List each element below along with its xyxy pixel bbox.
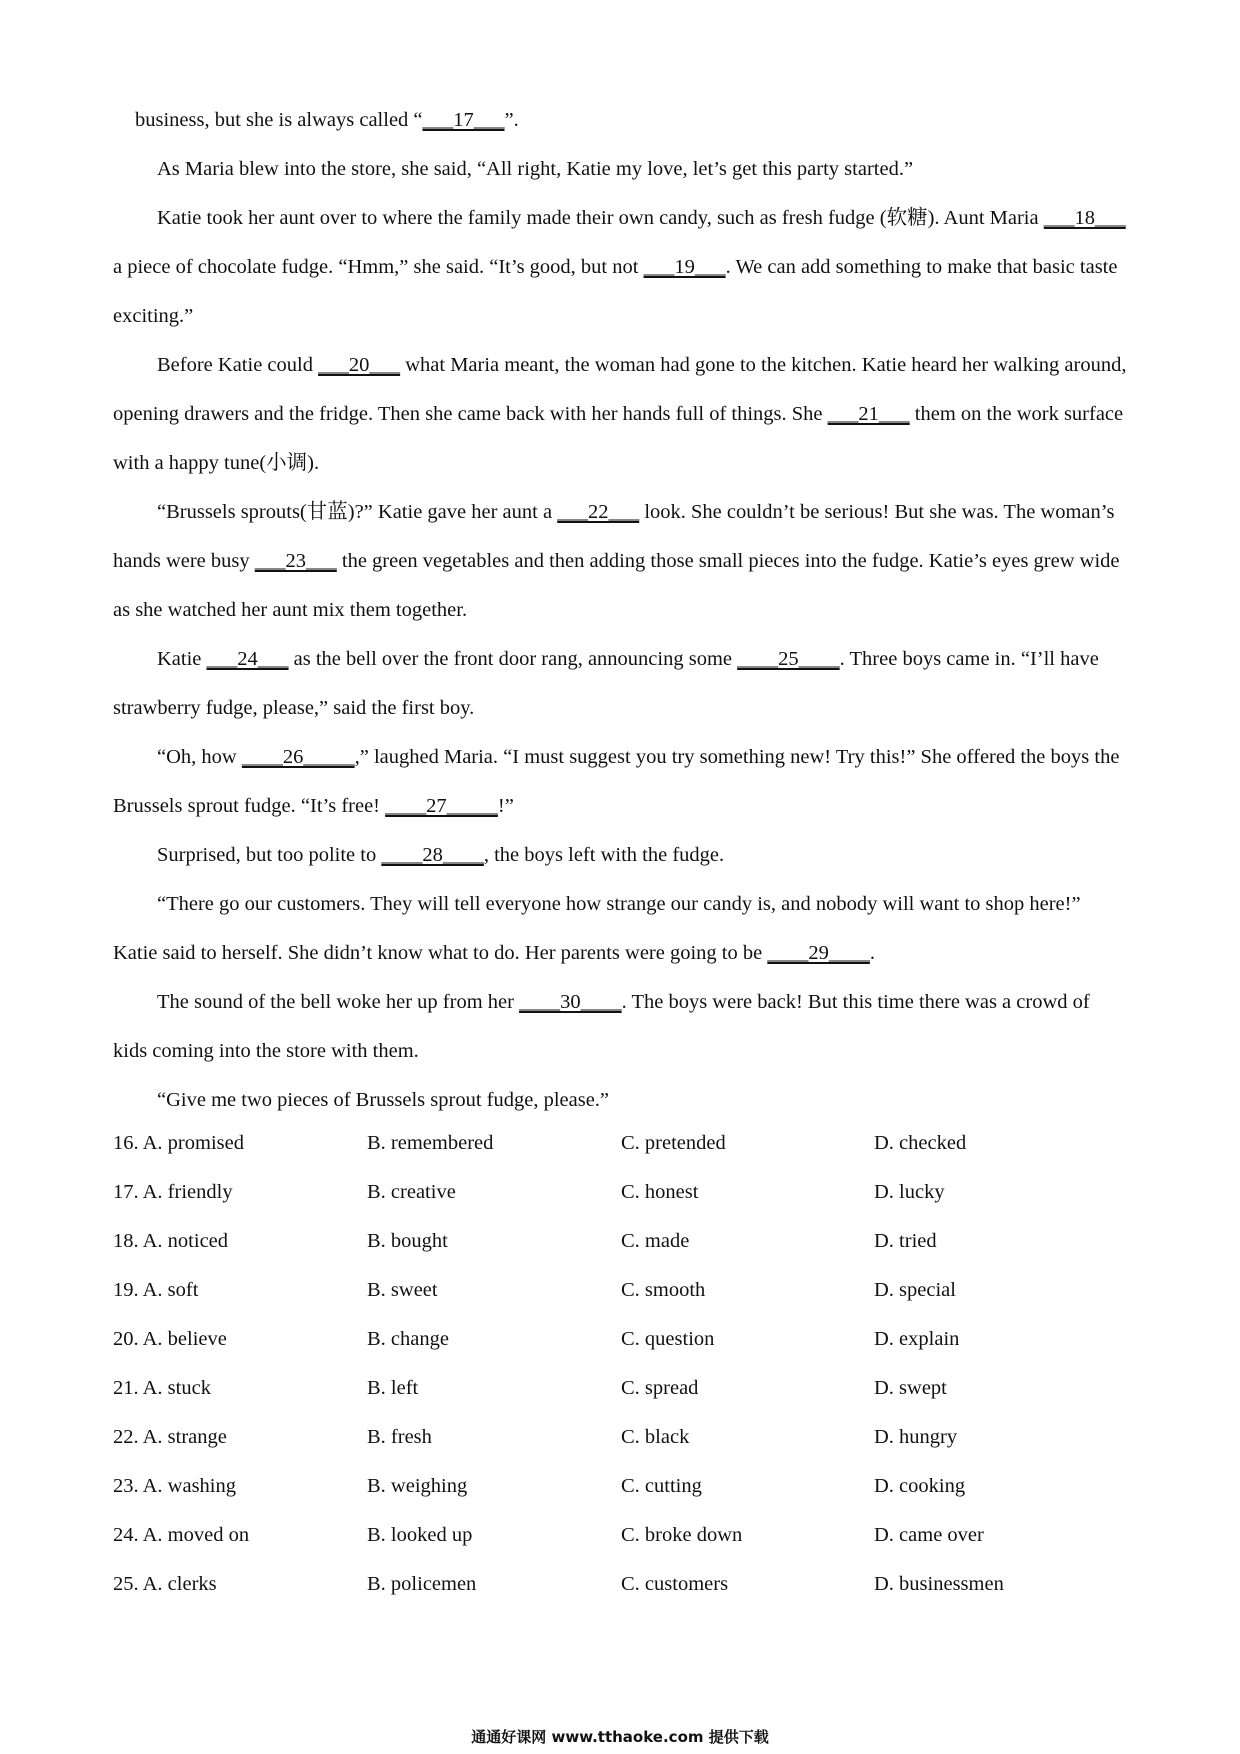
option-a: 23. A. washing [113,1475,236,1497]
option-a: 19. A. soft [113,1279,199,1301]
option-c: C. pretended [621,1132,726,1154]
option-c: C. spread [621,1377,699,1399]
option-a: 17. A. friendly [113,1181,233,1203]
option-d: D. checked [874,1132,967,1154]
passage-text: Surprised, but too polite to [157,844,382,866]
option-a: 24. A. moved on [113,1524,250,1546]
passage-text: . [869,942,875,964]
passage-text: . Three boys came in. “I’ll have strawberry fudge, please,” said the first boy. [113,648,1099,719]
option-d: D. hungry [874,1426,958,1448]
option-b: B. creative [367,1181,456,1203]
option-c: C. cutting [621,1475,702,1497]
passage-text: , the boys left with the fudge. [483,844,725,866]
option-row-17 [113,1168,1128,1217]
option-c: C. made [621,1230,690,1252]
option-row-18 [113,1217,1128,1266]
blank-30: ____30____ [519,991,622,1013]
passage-text: them on the work surface with a happy tune(小调). [113,403,1124,474]
option-b: B. bought [367,1230,448,1252]
blank-24: ___24___ [206,648,289,670]
option-d: D. lucky [874,1181,945,1203]
blank-28: ____28____ [381,844,484,866]
option-a: 22. A. strange [113,1426,227,1448]
passage-paragraph-1 [113,96,1128,145]
cloze-passage [113,96,1128,1125]
option-d: D. came over [874,1524,984,1546]
option-c: C. honest [621,1181,699,1203]
blank-29: ____29____ [767,942,870,964]
passage-text: look. She couldn’t be serious! But she was. The woman’s hands were busy [113,501,1115,572]
passage-text: “Oh, how [157,746,242,768]
blank-19: ___19___ [643,256,726,278]
passage-paragraph-11: “Give me two pieces of Brussels sprout fudge, please.” [157,1089,610,1111]
blank-23: ___23___ [254,550,337,572]
option-b: B. remembered [367,1132,494,1154]
option-a: 20. A. believe [113,1328,227,1350]
passage-text: Before Katie could [157,354,319,376]
passage-text: The sound of the bell woke her up from her [157,991,520,1013]
passage-text: a piece of chocolate fudge. “Hmm,” she said. “It’s good, but not [113,256,644,278]
option-b: B. fresh [367,1426,432,1448]
option-c: C. question [621,1328,715,1350]
blank-26: ____26_____ [241,746,355,768]
option-d: D. tried [874,1230,937,1252]
option-c: C. black [621,1426,690,1448]
option-row-24 [113,1511,1128,1560]
passage-paragraph-10 [113,978,1128,1076]
passage-paragraph-9 [113,880,1128,978]
option-row-20 [113,1315,1128,1364]
passage-text: ,” laughed Maria. “I must suggest you try something new! Try this!” She offered the boys the Brussels sprout fudge. “It’s free! [113,746,1120,817]
passage-text: . The boys were back! But this time there was a crowd of kids coming into the store with them. [113,991,1090,1062]
passage-paragraph-8 [113,831,1128,880]
option-b: B. left [367,1377,419,1399]
option-d: D. businessmen [874,1573,1004,1595]
option-c: C. broke down [621,1524,743,1546]
passage-text: Katie [157,648,207,670]
option-a: 18. A. noticed [113,1230,229,1252]
passage-paragraph-5 [113,488,1128,635]
option-a: 21. A. stuck [113,1377,211,1399]
option-row-16 [113,1119,1128,1168]
passage-text: !” [497,795,514,817]
passage-paragraph-2: As Maria blew into the store, she said, “All right, Katie my love, let’s get this party started.” [157,158,914,180]
answer-options [113,1119,1128,1609]
passage-paragraph-3 [113,194,1128,341]
blank-21: ___21___ [827,403,910,425]
option-b: B. looked up [367,1524,473,1546]
option-c: C. customers [621,1573,729,1595]
option-c: C. smooth [621,1279,706,1301]
blank-22: ___22___ [557,501,640,523]
passage-paragraph-4 [113,341,1128,488]
option-a: 25. A. clerks [113,1573,217,1595]
blank-18: ___18___ [1043,207,1126,229]
passage-text: as the bell over the front door rang, announcing some [288,648,738,670]
option-row-21 [113,1364,1128,1413]
option-row-23 [113,1462,1128,1511]
option-d: D. explain [874,1328,960,1350]
option-b: B. policemen [367,1573,477,1595]
option-b: B. weighing [367,1475,468,1497]
passage-text: the green vegetables and then adding those small pieces into the fudge. Katie’s eyes grew wide as she watched her aunt mix them together. [113,550,1120,621]
option-row-25 [113,1560,1128,1609]
option-row-19 [113,1266,1128,1315]
option-d: D. swept [874,1377,947,1399]
option-row-22 [113,1413,1128,1462]
passage-text: business, but she is always called “ [135,109,423,131]
passage-text: “There go our customers. They will tell everyone how strange our candy is, and nobody will want to shop here!” Katie said to herself. She didn’t know what to do. Her parents were going to be [113,893,1081,964]
passage-paragraph-7 [113,733,1128,831]
blank-25: ____25____ [737,648,840,670]
passage-text: what Maria meant, the woman had gone to the kitchen. Katie heard her walking around, opening drawers and the fridge. Then she came back with her hands full of things. She [113,354,1127,425]
passage-text: “Brussels sprouts(甘蓝)?” Katie gave her aunt a [157,501,558,523]
option-a: 16. A. promised [113,1132,244,1154]
option-b: B. change [367,1328,449,1350]
blank-17: ___17___ [422,109,505,131]
passage-paragraph-6 [113,635,1128,733]
blank-20: ___20___ [318,354,401,376]
option-d: D. cooking [874,1475,966,1497]
option-b: B. sweet [367,1279,438,1301]
passage-text: Katie took her aunt over to where the family made their own candy, such as fresh fudge (软糖). Aunt Maria [157,207,1044,229]
option-d: D. special [874,1279,956,1301]
passage-text: . We can add something to make that basic taste exciting.” [113,256,1118,327]
blank-27: ____27_____ [385,795,498,817]
passage-text: ”. [504,109,519,131]
page-footer: 通通好课网 www.tthaoke.com 提供下载 [471,1728,769,1746]
